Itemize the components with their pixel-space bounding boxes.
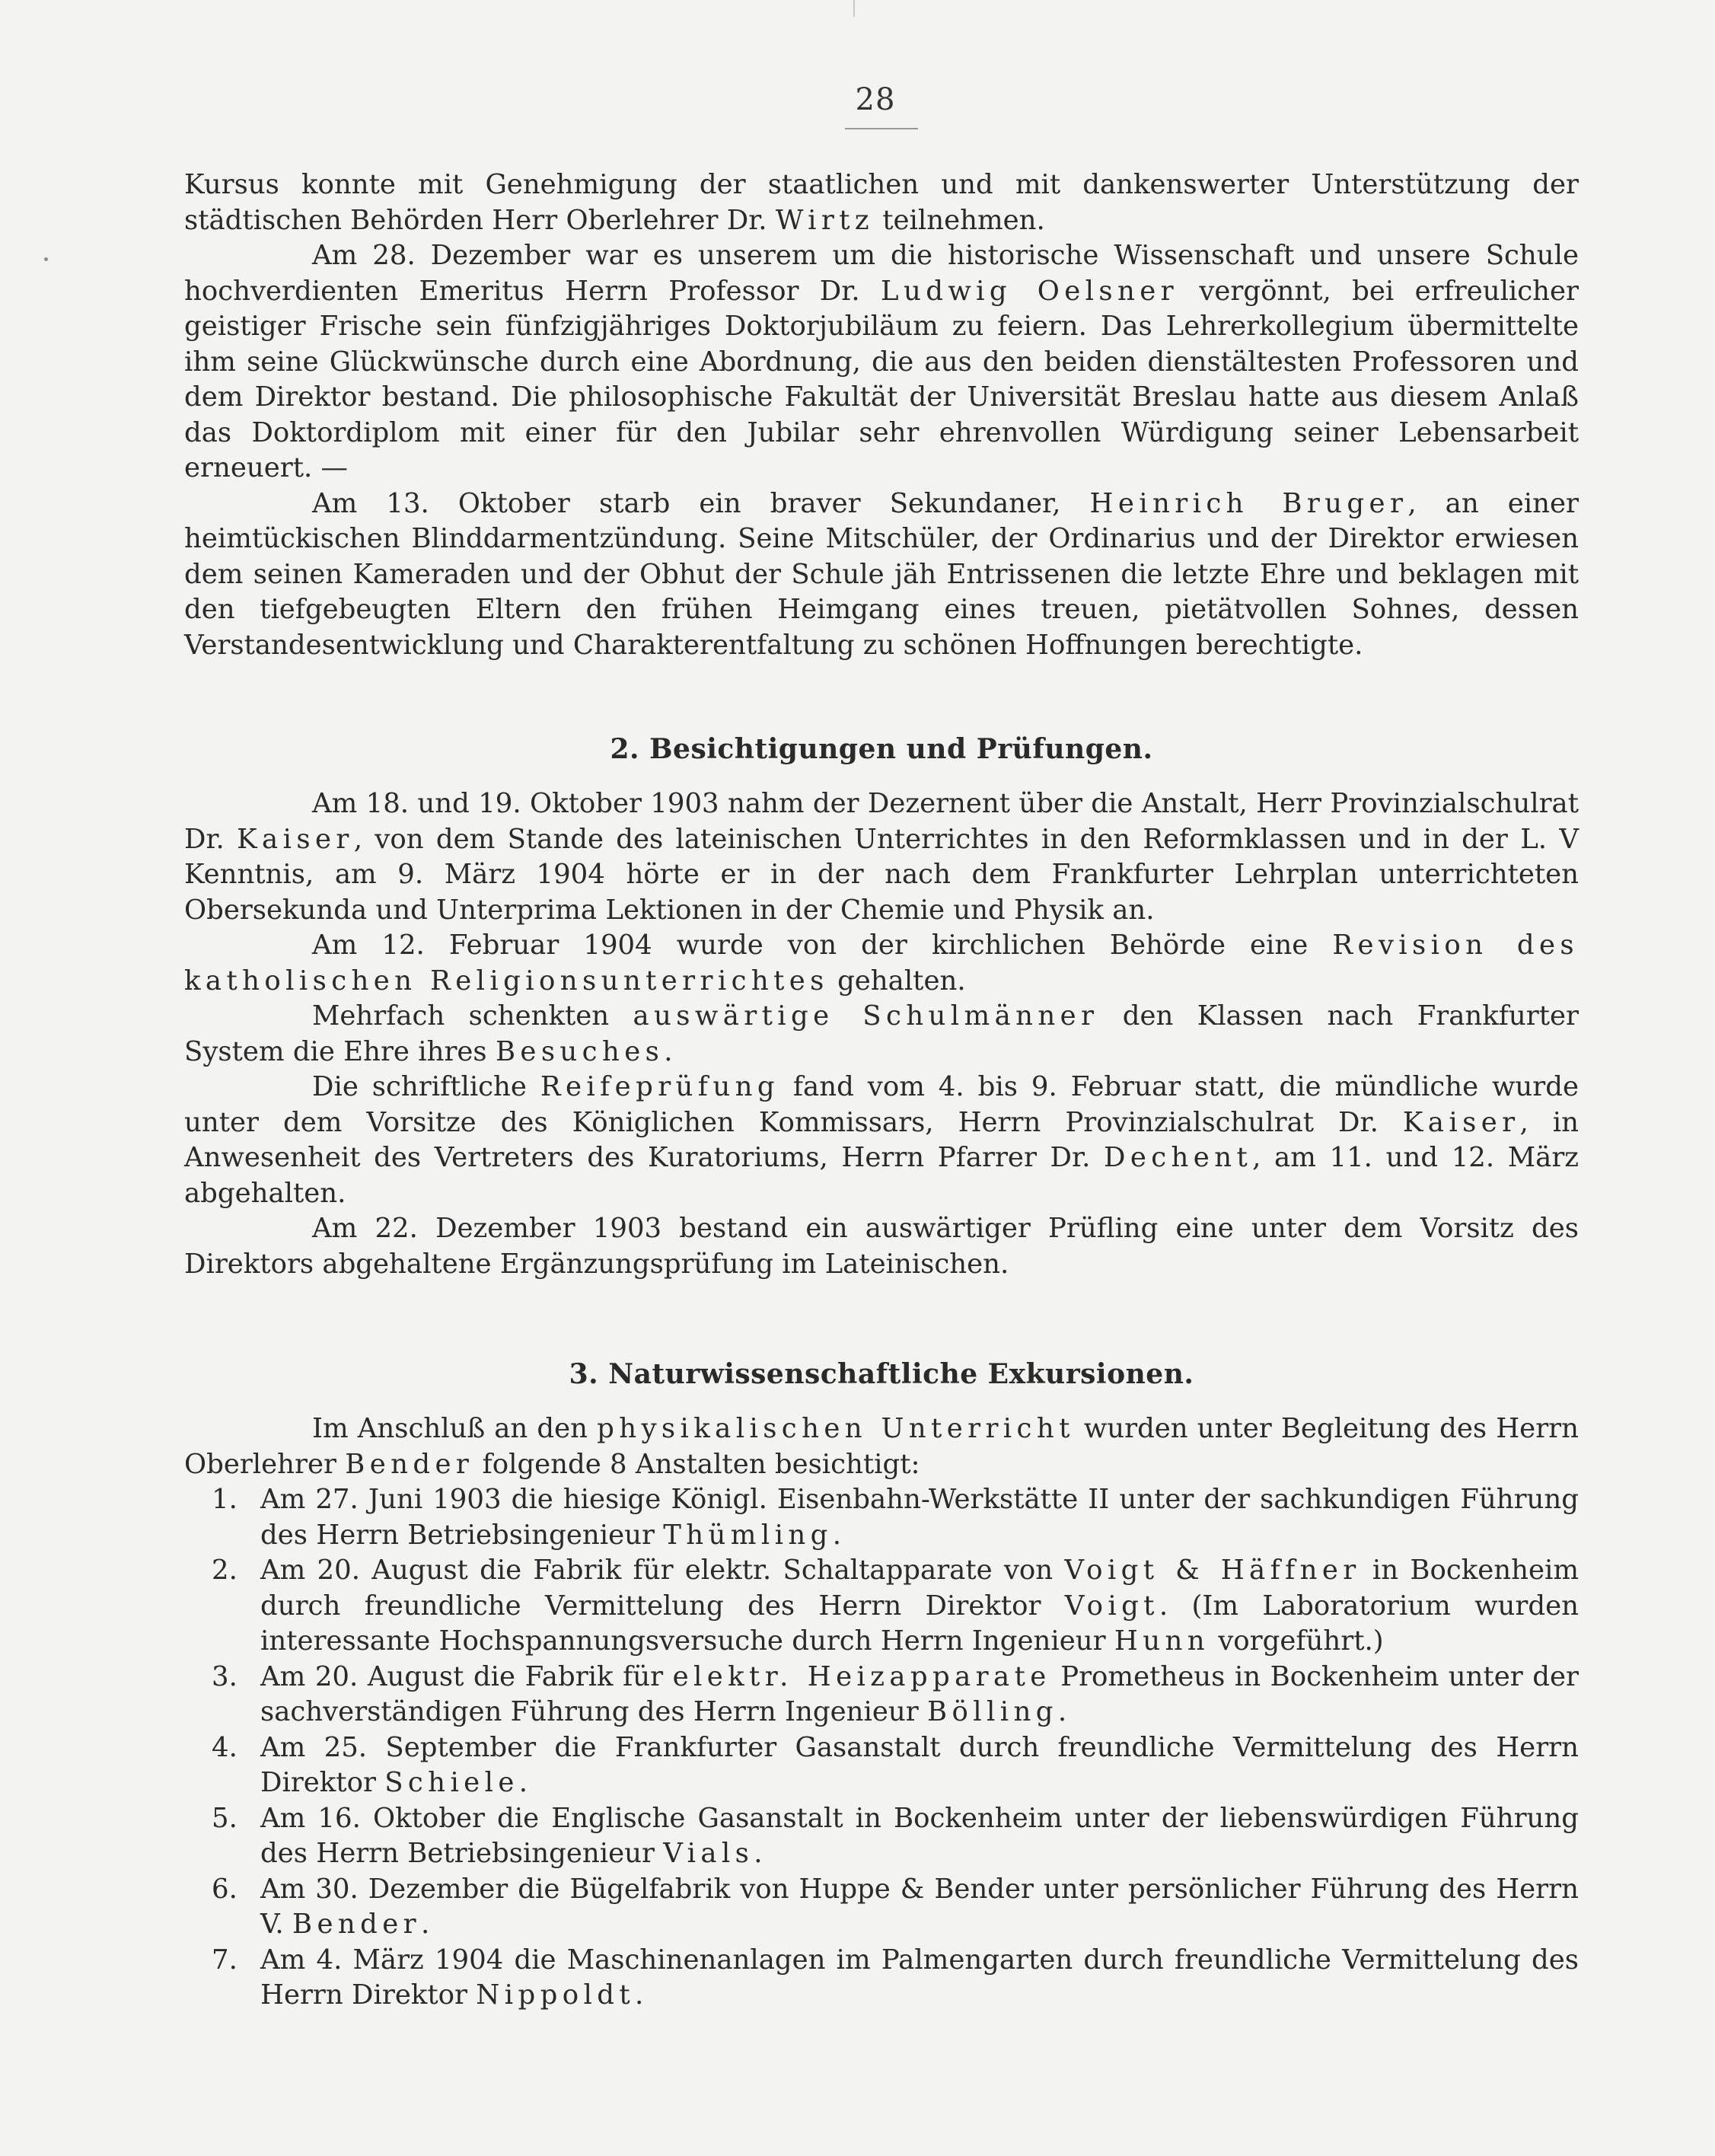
list-item-text: Am 16. Oktober die Englische Gasanstalt in Bockenheim unter der liebenswürdigen Führung des Herrn Betriebsingenieur xyxy=(260,1802,1579,1869)
s2-p4-d: , am 11. und 12. März abgehalten. xyxy=(184,1142,1579,1209)
list-item-name: Voigt xyxy=(1064,1590,1159,1622)
s2-p4-spaced: Reifeprüfung xyxy=(540,1071,779,1102)
section-2-paragraph-2 xyxy=(184,928,1579,999)
list-item xyxy=(184,1660,1579,1730)
section-2-paragraph-4 xyxy=(184,1070,1579,1211)
s2-p1-b: , von dem Stande des lateinischen Unterrichtes in den Reformklassen und in der L. V Kenntnis, am 9. März 1904 hörte er in der nach dem Frankfurter Lehrplan unterrichteten Obersekunda und Unterprima Lektionen in der Chemie und Physik an. xyxy=(184,823,1579,926)
list-item-text: . xyxy=(832,1519,842,1551)
intro-p3-a: Am 13. Oktober starb ein braver Sekundaner, xyxy=(312,487,1090,519)
intro-p1-text: Kursus konnte mit Genehmigung der staatlichen und mit dankenswerter Unterstützung der städtischen Behörden Herr Oberlehrer Dr. xyxy=(184,169,1579,236)
list-item-text: . xyxy=(518,1767,528,1798)
list-item-text: Am 4. März 1904 die Maschinenanlagen im Palmengarten durch freundliche Vermittelung des Herrn Direktor xyxy=(260,1944,1579,2011)
intro-p1-name: Wirtz xyxy=(775,204,874,236)
list-item-name: Bölling xyxy=(926,1696,1058,1727)
page-number-rule xyxy=(845,128,918,129)
s2-p4-name-2: Dechent xyxy=(1104,1142,1253,1173)
intro-paragraph-1 xyxy=(184,167,1579,238)
section-2-paragraph-5: Am 22. Dezember 1903 bestand ein auswärtiger Prüfling eine unter dem Vorsitz des Direktors abgehaltene Ergänzungsprüfung im Lateinischen. xyxy=(184,1213,1579,1280)
list-item-name: elektr. Heizapparate xyxy=(672,1660,1051,1692)
intro-p3-b: , an einer heimtückischen Blinddarmentzündung. Seine Mitschüler, der Ordinarius und der Direktor erwiesen dem seinen Kameraden und der Obhut der Schule jäh Entrissenen die letzte Ehre und beklagen mit den tiefgebeugten Eltern den frühen Heimgang eines treuen, pietätvollen Sohnes, dessen Verstandesentwicklung und Charakterentfaltung zu schönen Hoffnungen berechtigte. xyxy=(184,487,1580,661)
list-item-text: . (Im Laboratorium wurden interessante Hochspannungsversuche durch Herrn Ingenieur xyxy=(260,1590,1579,1657)
list-item-name: Schiele xyxy=(384,1767,519,1798)
s2-p1-a: Am 18. und 19. Oktober 1903 nahm der Dezernent über die Anstalt, Herr Provinzialschulrat Dr. xyxy=(184,788,1579,855)
list-item-number: 4. xyxy=(212,1731,237,1763)
intro-p2-b: vergönnt, bei erfreulicher geistiger Frische sein fünfzigjähriges Doktorjubiläum zu feiern. Das Lehrerkollegium übermittelte ihm seine Glückwünsche durch eine Abordnung, die aus den beiden dienstältesten Professoren und dem Direktor bestand. Die philosophische Fakultät der Universität Breslau hatte aus diesem Anlaß das Doktordiplom mit einer für den Jubilar sehr ehrenvollen Würdigung seiner Lebensarbeit erneuert. — xyxy=(184,275,1579,483)
excursion-list xyxy=(184,1482,1579,2014)
intro-paragraph-2 xyxy=(184,238,1579,486)
list-item-text: vorgeführt.) xyxy=(1209,1625,1384,1657)
section-2-paragraph-3 xyxy=(184,999,1579,1070)
body-text xyxy=(184,167,1579,2014)
s2-p4-b: fand vom 4. bis 9. Februar statt, die mündliche wurde unter dem Vorsitze des Königlichen Kommissars, Herrn Provinzialschulrat Dr. xyxy=(184,1071,1579,1138)
list-item-number: 7. xyxy=(212,1944,237,1976)
s3-intro-spaced: physikalischen Unterricht xyxy=(597,1413,1075,1444)
list-item xyxy=(184,1801,1579,1872)
list-item-text: Am 20. August die Fabrik für elektr. Schaltapparate von xyxy=(260,1555,1065,1586)
list-item-number: 3. xyxy=(212,1660,237,1692)
s2-p3-c: . xyxy=(664,1035,673,1067)
s2-p2-b: gehalten. xyxy=(828,965,966,997)
list-item-number: 5. xyxy=(212,1802,237,1834)
list-item-text: Am 20. August die Fabrik für xyxy=(260,1660,673,1692)
list-item-text: Am 30. Dezember die Bügelfabrik von Huppe & Bender unter persönlicher Führung des Herrn V. xyxy=(260,1873,1579,1940)
list-item-text: Am 27. Juni 1903 die hiesige Königl. Eisenbahn-Werkstätte II unter der sachkundigen Führung des Herrn Betriebsingenieur xyxy=(260,1484,1579,1551)
list-item xyxy=(184,1553,1579,1660)
list-item-name: Voigt & Häffner xyxy=(1064,1555,1361,1586)
list-item-text: . xyxy=(421,1909,430,1940)
intro-p3-name: Heinrich Bruger xyxy=(1089,487,1408,519)
s2-p2-spaced: Revision des katholischen Religionsunterrichtes xyxy=(184,930,1580,997)
s3-intro-c: folgende 8 Anstalten besichtigt: xyxy=(473,1448,920,1480)
scan-speck xyxy=(44,257,48,261)
scan-edge-mark xyxy=(853,0,855,17)
page-number: 28 xyxy=(855,82,896,117)
s2-p3-spaced-2: Besuches xyxy=(495,1035,665,1067)
s2-p4-a: Die schriftliche xyxy=(312,1071,540,1102)
list-item xyxy=(184,1943,1579,2014)
intro-p2-a: Am 28. Dezember war es unserem um die historische Wissenschaft und unsere Schule hochverdienten Emeritus Herrn Professor Dr. xyxy=(184,240,1579,307)
s2-p2-a: Am 12. Februar 1904 wurde von der kirchlichen Behörde eine xyxy=(312,930,1333,961)
s2-p4-name-1: Kaiser xyxy=(1402,1106,1520,1138)
list-item-name: Hunn xyxy=(1114,1625,1210,1657)
list-item xyxy=(184,1482,1579,1553)
s2-p3-b: den Klassen nach Frankfurter System die Ehre ihres xyxy=(184,1000,1580,1067)
list-item-name: Nippoldt xyxy=(476,1979,635,2011)
section-3-intro xyxy=(184,1411,1579,1482)
section-3-heading: 3. Naturwissenschaftliche Exkursionen. xyxy=(569,1358,1194,1390)
list-item-text: . xyxy=(754,1838,763,1869)
section-2-paragraph-1 xyxy=(184,786,1579,928)
s2-p3-a: Mehrfach schenkten xyxy=(312,1000,633,1032)
list-item-name: Thümling xyxy=(663,1519,833,1551)
list-item-text: in Bockenheim durch freundliche Vermittelung des Herrn Direktor xyxy=(260,1555,1579,1622)
list-item-number: 1. xyxy=(212,1484,237,1515)
s2-p3-spaced-1: auswärtige Schulmänner xyxy=(633,1000,1099,1032)
list-item-text: Am 25. September die Frankfurter Gasanstalt durch freundliche Vermittelung des Herrn Direktor xyxy=(260,1731,1579,1798)
list-item xyxy=(184,1730,1579,1801)
s3-intro-b: wurden unter Begleitung des Herrn Oberlehrer xyxy=(184,1413,1579,1480)
list-item-text: . xyxy=(1057,1696,1067,1727)
intro-p2-name: Ludwig Oelsner xyxy=(880,275,1178,307)
list-item-number: 6. xyxy=(212,1873,237,1905)
list-item-name: Bender xyxy=(292,1909,422,1940)
intro-p1-tail: teilnehmen. xyxy=(873,204,1045,236)
list-item xyxy=(184,1872,1579,1943)
intro-paragraph-3 xyxy=(184,486,1579,664)
list-item-name: Vials xyxy=(663,1838,754,1869)
s2-p1-name: Kaiser xyxy=(237,823,354,855)
list-item-text: Prometheus in Bockenheim unter der sachverständigen Führung des Herrn Ingenieur xyxy=(260,1660,1579,1727)
list-item-text: . xyxy=(634,1979,644,2011)
s2-p4-c: , in Anwesenheit des Vertreters des Kuratoriums, Herrn Pfarrer Dr. xyxy=(184,1106,1579,1173)
section-2-heading: 2. Besichtigungen und Prüfungen. xyxy=(610,733,1153,765)
s3-intro-name: Bender xyxy=(345,1448,474,1480)
s3-intro-a: Im Anschluß an den xyxy=(312,1413,598,1444)
list-item-number: 2. xyxy=(212,1555,237,1586)
